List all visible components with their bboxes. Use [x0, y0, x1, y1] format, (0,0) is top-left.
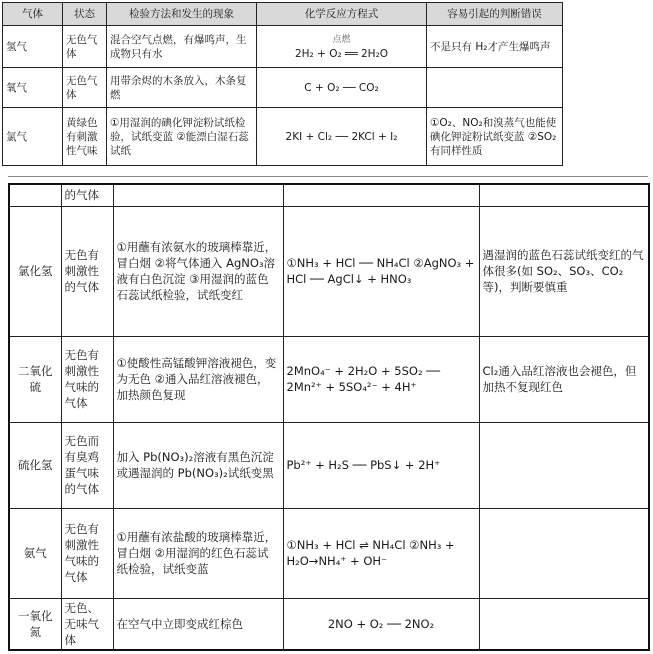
- equation-text: 2MnO₄⁻ + 2H₂O + 5SO₂ ── 2Mn²⁺ + 5SO₄²⁻ + 4H⁺: [283, 336, 479, 422]
- equation-text: 2KI + Cl₂ ── 2KCl + I₂: [257, 108, 427, 166]
- table-row: [9, 598, 649, 650]
- table-row: [9, 422, 649, 508]
- test-method: 加入 Pb(NO₃)₂溶液有黑色沉淀或遇湿润的 Pb(NO₃)₂试纸变黑: [113, 422, 283, 508]
- gas-name: 硫化氢: [9, 422, 61, 508]
- header-equation: 化学反应方程式: [257, 3, 427, 26]
- equation-text: ①NH₃ + HCl ── NH₄Cl ②AgNO₃ + HCl ── AgCl↓ + HNO₃: [283, 206, 479, 336]
- gas-name: 氢气: [3, 26, 63, 68]
- table-row: [3, 108, 563, 166]
- gas-name: 氯化氢: [9, 206, 61, 336]
- common-mistake: 遇湿润的蓝色石蕊试纸变红的气体很多(如 SO₂、SO₃、CO₂等)，判断要慎重: [479, 206, 649, 336]
- gas-state: 无色有刺激性气味的气体: [61, 508, 113, 598]
- header-state: 状态: [63, 3, 107, 26]
- continued-text: 的气体: [61, 184, 113, 206]
- common-mistake: Cl₂通入品红溶液也会褪色，但加热不复现红色: [479, 336, 649, 422]
- equation-text: 2H₂ + O₂ ══ 2H₂O: [294, 47, 389, 60]
- gas-state: 无色有刺激性气味的气体: [61, 336, 113, 422]
- test-method: ①用湿润的碘化钾淀粉试纸检验，试纸变蓝 ②能漂白湿石蕊试纸: [107, 108, 257, 166]
- table-row: [9, 206, 649, 336]
- common-mistake: [479, 508, 649, 598]
- header-method: 检验方法和发生的现象: [107, 3, 257, 26]
- gas-state: 无色有刺激性的气体: [61, 206, 113, 336]
- test-method: 在空气中立即变成红棕色: [113, 598, 283, 650]
- test-method: 用带余烬的木条放入，木条复燃: [107, 68, 257, 108]
- header-gas: 气体: [3, 3, 63, 26]
- common-mistake: 不是只有 H₂才产生爆鸣声: [427, 26, 563, 68]
- table-row: [9, 508, 649, 598]
- equation-text: 2NO + O₂ ── 2NO₂: [283, 598, 479, 650]
- page-separator: [8, 176, 648, 177]
- common-mistake: [427, 68, 563, 108]
- gas-state: 无色气体: [63, 26, 107, 68]
- test-method: ①用蘸有浓盐酸的玻璃棒靠近，冒白烟 ②用湿润的红色石蕊试纸检验，试纸变蓝: [113, 508, 283, 598]
- gas-name: 氧气: [3, 68, 63, 108]
- gas-test-table-bottom: [8, 183, 650, 651]
- gas-state: 黄绿色有刺激性气味: [63, 108, 107, 166]
- equation-text: ①NH₃ + HCl ⇌ NH₄Cl ②NH₃ + H₂O→NH₄⁺ + OH⁻: [283, 508, 479, 598]
- common-mistake: [479, 598, 649, 650]
- gas-test-table-top: [2, 2, 563, 166]
- gas-state: 无色而有臭鸡蛋气味的气体: [61, 422, 113, 508]
- gas-state: 无色、无味气体: [61, 598, 113, 650]
- table-row: [9, 336, 649, 422]
- equation-text: Pb²⁺ + H₂S ── PbS↓ + 2H⁺: [283, 422, 479, 508]
- equation-text: C + O₂ ── CO₂: [257, 68, 427, 108]
- gas-name: 一氧化氮: [9, 598, 61, 650]
- table-row: [3, 68, 563, 108]
- test-method: ①用蘸有浓氨水的玻璃棒靠近，冒白烟 ②将气体通入 AgNO₃溶液有白色沉淀 ③用湿润的蓝色石蕊试纸检验，试纸变红: [113, 206, 283, 336]
- test-method: 混合空气点燃，有爆鸣声，生成物只有水: [107, 26, 257, 68]
- gas-name: 氯气: [3, 108, 63, 166]
- common-mistake: [479, 422, 649, 508]
- reaction-condition: 点燃: [332, 34, 351, 45]
- header-row: [3, 3, 563, 26]
- test-method: ①使酸性高锰酸钾溶液褪色，变为无色 ②通入品红溶液褪色，加热颜色复现: [113, 336, 283, 422]
- gas-name: 氨气: [9, 508, 61, 598]
- common-mistake: ①O₂、NO₂和溴蒸气也能使碘化钾淀粉试纸变蓝 ②SO₂有同样性质: [427, 108, 563, 166]
- table-row: [3, 26, 563, 68]
- gas-state: 无色气体: [63, 68, 107, 108]
- equation-cell: [257, 26, 427, 68]
- header-mistake: 容易引起的判断错误: [427, 3, 563, 26]
- table-row-continued: [9, 184, 649, 206]
- gas-name: 二氧化硫: [9, 336, 61, 422]
